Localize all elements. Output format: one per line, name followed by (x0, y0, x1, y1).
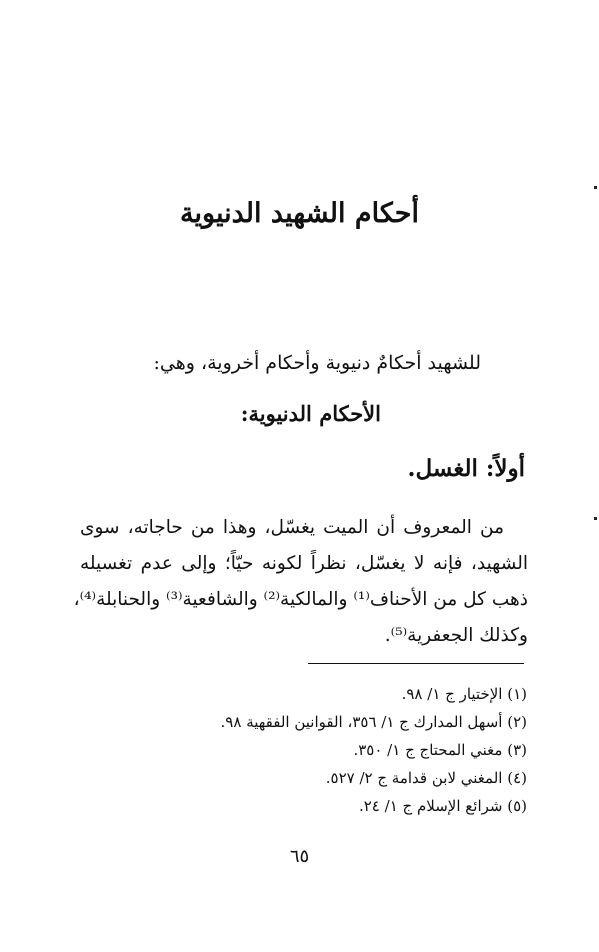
footnote: (٣) مغني المحتاج ج ١/ ٣٥٠. (353, 741, 527, 759)
footnote: (٤) المغني لابن قدامة ج ٢/ ٥٢٧. (325, 769, 527, 787)
body-line: الشهيد، فإنه لا يغسّل، نظراً لكونه حيّاً؛ وإلى عدم تغسيله (80, 553, 528, 574)
footnote-divider (308, 663, 524, 664)
footnotes (221, 680, 527, 820)
body-line: ذهب كل من الأحناف⁽¹⁾ والمالكية⁽²⁾ والشافعية⁽³⁾ والحنابلة⁽⁴⁾، (73, 589, 528, 610)
footnote: (٢) أسهل المدارك ج ١/ ٣٥٦، القوانين الفقهية ٩٨. (220, 713, 527, 731)
footnote: (٥) شرائع الإسلام ج ١/ ٢٤. (358, 797, 527, 815)
sub-heading: الأحكام الدنيوية: (240, 401, 381, 426)
footnote: (١) الإختيار ج ١/ ٩٨. (401, 685, 527, 703)
scan-edge-mark (594, 186, 597, 189)
scan-edge-mark (594, 517, 597, 520)
body-paragraph (73, 510, 528, 654)
section-heading: أولاً: الغسل. (407, 455, 525, 482)
intro-paragraph: للشهيد أحكامٌ دنيوية وأحكام أخروية، وهي: (153, 352, 481, 374)
page-title: أحكام الشهيد الدنيوية (180, 198, 419, 229)
body-line: وكذلك الجعفرية⁽⁵⁾. (384, 625, 528, 646)
body-line: من المعروف أن الميت يغسّل، وهذا من حاجاته، سوى (80, 517, 504, 538)
page-number: ٦٥ (289, 846, 310, 867)
